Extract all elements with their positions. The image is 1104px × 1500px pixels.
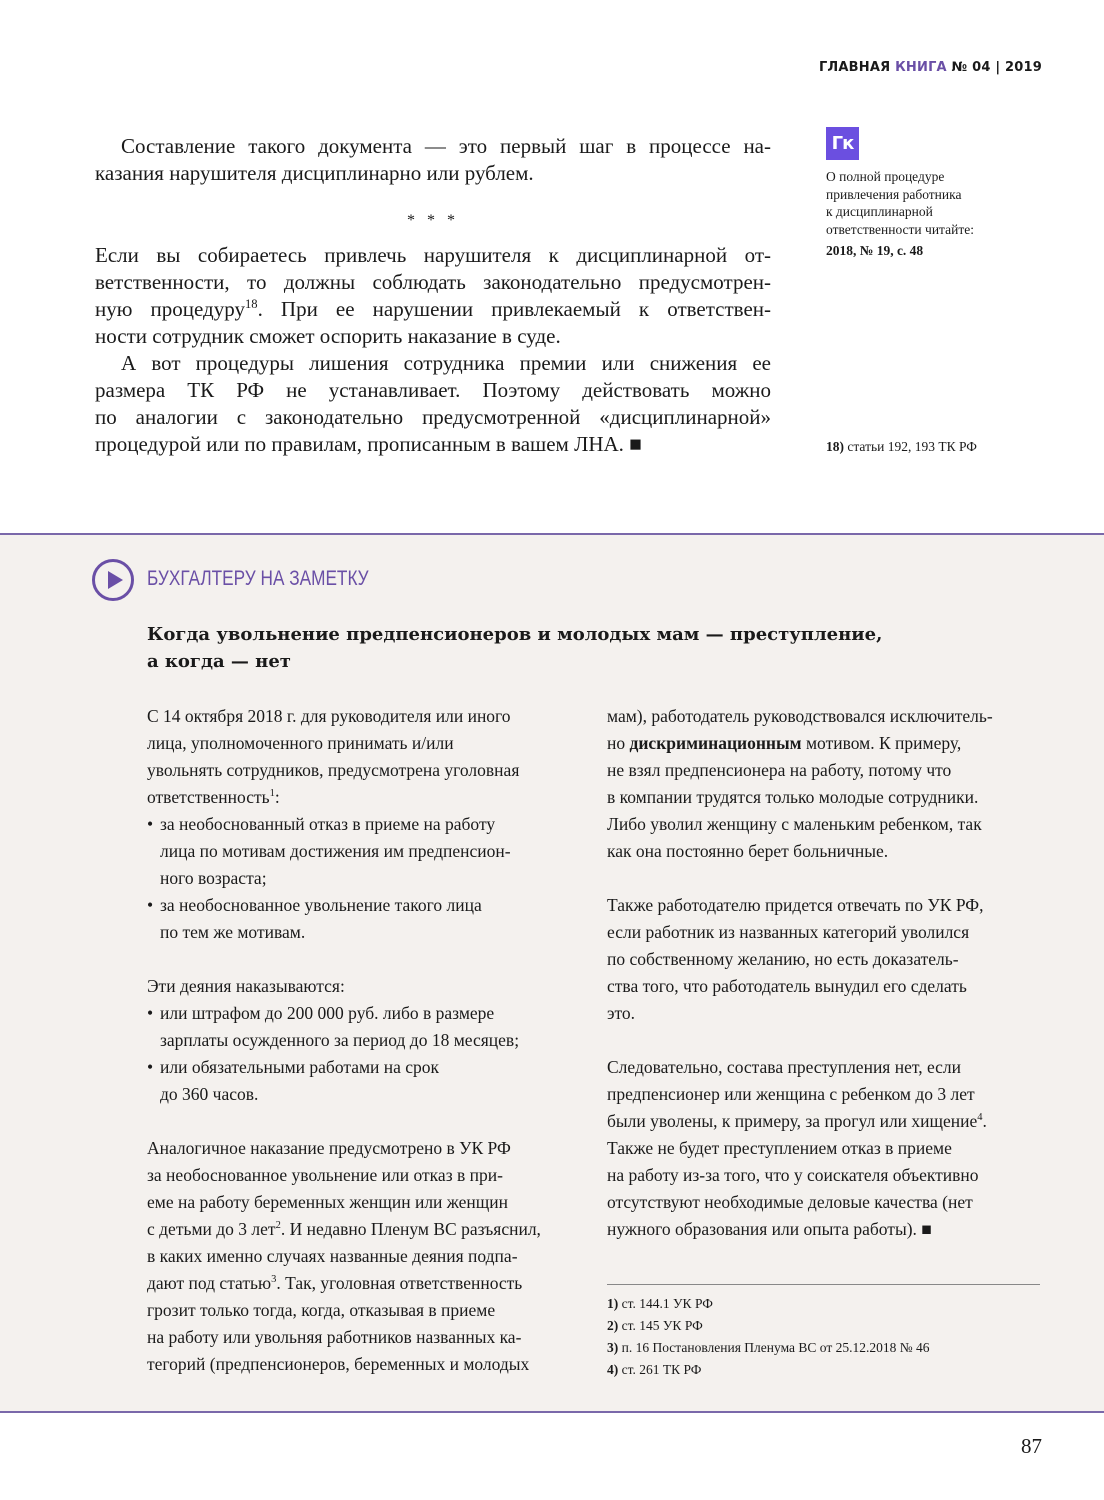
text-segment: : <box>274 787 280 807</box>
text-line <box>95 133 771 160</box>
text-line <box>95 269 771 296</box>
text-line <box>607 1108 1039 1135</box>
paragraph <box>147 973 579 1000</box>
text-line <box>147 865 579 892</box>
text-line <box>147 973 579 1000</box>
text-segment: это. <box>607 1003 636 1023</box>
text-segment: по тем же мотивам. <box>160 922 306 942</box>
text-segment: Составление такого документа — это первый шаг в процессе на- <box>121 134 771 158</box>
text-line <box>147 1081 579 1108</box>
text-line <box>607 892 1039 919</box>
note-line: привлечения работника <box>826 186 962 202</box>
text-line <box>95 350 771 377</box>
footnote-separator <box>607 1284 1040 1285</box>
text-segment: за необоснованное увольнение такого лица <box>160 895 482 915</box>
footnote-ref: 4 <box>977 1112 983 1124</box>
text-line <box>607 1000 1039 1027</box>
text-segment: ную процедуру <box>95 297 245 321</box>
text-segment: лица по мотивам достижения им предпенсион- <box>160 841 511 861</box>
text-line <box>147 1135 579 1162</box>
text-segment: зарплаты осужденного за период до 18 месяцев; <box>160 1030 520 1050</box>
footnote-text: ст. 144.1 УК РФ <box>618 1296 713 1311</box>
text-segment: за необоснованный отказ в приеме на работу <box>160 814 496 834</box>
issue-number: № 04 | 2019 <box>951 60 1042 75</box>
footnote-number: 4) <box>607 1362 619 1377</box>
paragraph-2 <box>95 242 771 350</box>
reference-link[interactable]: 2018, № 19, с. 48 <box>826 243 924 258</box>
text-segment: Также работодателю придется отвечать по УК РФ, <box>607 895 984 915</box>
text-line <box>147 919 579 946</box>
text-segment: на работу или увольняя работников названных ка- <box>147 1327 522 1347</box>
text-segment: ответственность <box>147 787 270 807</box>
bullet-item <box>147 811 579 892</box>
page-number: 87 <box>1021 1434 1042 1458</box>
footnote <box>607 1337 930 1359</box>
brand-name: ГЛАВНАЯ <box>818 60 891 75</box>
title-line: а когда — нет <box>147 651 291 672</box>
text-segment: Также не будет преступлением отказ в приеме <box>607 1138 952 1158</box>
text-segment: Эти деяния наказываются: <box>147 976 345 996</box>
text-line <box>607 730 1039 757</box>
text-line <box>147 1027 579 1054</box>
paragraph-3 <box>95 350 771 458</box>
text-segment: Если вы собираетесь привлечь нарушителя к дисциплинарной от- <box>95 243 771 267</box>
text-segment: . Так, уголовная ответственность <box>276 1273 523 1293</box>
footnote-number: 18) <box>826 439 844 454</box>
box-column-left <box>147 703 579 1378</box>
text-segment: по собственному желанию, но есть доказатель- <box>607 949 959 969</box>
footnote-text: ст. 145 УК РФ <box>618 1318 703 1333</box>
footnote-number: 3) <box>607 1340 619 1355</box>
text-segment: мотивом. К примеру, <box>801 733 962 753</box>
text-segment: дают под статью <box>147 1273 272 1293</box>
text-line <box>607 838 1039 865</box>
text-segment: предпенсионер или женщина с ребенком до 3 лет <box>607 1084 975 1104</box>
text-segment: ности сотрудник сможет оспорить наказание в суде. <box>95 324 561 348</box>
text-line <box>95 242 771 269</box>
text-segment: размера ТК РФ не устанавливает. Поэтому действовать можно <box>95 378 771 402</box>
magazine-logo-icon: Гк <box>826 127 859 160</box>
text-segment: на работу из-за того, что у соискателя объективно <box>607 1165 979 1185</box>
text-segment: в каких именно случаях названные деяния подпа- <box>147 1246 518 1266</box>
text-line <box>95 296 771 323</box>
text-segment: Следовательно, состава преступления нет, если <box>607 1057 962 1077</box>
text-segment: . При ее нарушении привлекаемый к ответствен- <box>257 297 772 321</box>
text-line <box>147 1351 579 1378</box>
text-segment: мам), работодатель руководствовался исключитель- <box>607 706 993 726</box>
section-divider: * * * <box>407 212 459 229</box>
text-line <box>607 1081 1039 1108</box>
paragraph <box>607 1054 1039 1243</box>
text-segment: увольнять сотрудников, предусмотрена уголовная <box>147 760 520 780</box>
bullet-item <box>147 1000 579 1054</box>
text-line <box>147 1243 579 1270</box>
text-line <box>607 973 1039 1000</box>
text-segment: если работник из названных категорий уволился <box>607 922 970 942</box>
text-line <box>147 1270 579 1297</box>
text-line <box>607 1189 1039 1216</box>
bullet-item <box>147 1054 579 1108</box>
text-segment: нужного образования или опыта работы). ■ <box>607 1219 932 1239</box>
text-segment: лица, уполномоченного принимать и/или <box>147 733 454 753</box>
text-line <box>147 892 579 919</box>
paragraph <box>147 703 579 811</box>
rubric-label: БУХГАЛТЕРУ НА ЗАМЕТКУ <box>147 567 369 590</box>
footnote-text: ст. 261 ТК РФ <box>618 1362 702 1377</box>
text-segment: грозит только тогда, когда, отказывая в приеме <box>147 1300 496 1320</box>
text-segment: были уволены, к примеру, за прогул или хищение <box>607 1111 978 1131</box>
text-segment: ного возраста; <box>160 868 267 888</box>
text-line <box>147 1216 579 1243</box>
text-line <box>147 1000 579 1027</box>
paragraph <box>607 892 1039 1027</box>
text-line <box>147 1297 579 1324</box>
text-line <box>607 1162 1039 1189</box>
footnote <box>607 1293 930 1315</box>
text-segment: не взял предпенсионера на работу, потому что <box>607 760 952 780</box>
text-segment: отсутствуют необходимые деловые качества (нет <box>607 1192 973 1212</box>
text-segment: с детьми до 3 лет <box>147 1219 276 1239</box>
note-line: к дисциплинарной <box>826 204 933 219</box>
box-column-right <box>607 703 1039 1243</box>
text-segment: до 360 часов. <box>160 1084 259 1104</box>
text-line <box>607 946 1039 973</box>
footnote <box>607 1315 930 1337</box>
bold-text: дискриминационным <box>629 733 802 753</box>
footnote-number: 1) <box>607 1296 619 1311</box>
brand-name-accent: КНИГА <box>895 60 947 75</box>
text-segment: тегорий (предпенсионеров, беременных и молодых <box>147 1354 530 1374</box>
footnote-text: статьи 192, 193 ТК РФ <box>844 439 977 454</box>
text-segment: А вот процедуры лишения сотрудника премии или снижения ее <box>121 351 771 375</box>
text-line <box>147 1054 579 1081</box>
text-segment: или штрафом до 200 000 руб. либо в размере <box>160 1003 495 1023</box>
text-line <box>607 1216 1039 1243</box>
footnote-ref: 18 <box>244 297 258 311</box>
text-segment: Либо уволил женщину с маленьким ребенком, так <box>607 814 982 834</box>
text-segment: но <box>607 733 630 753</box>
text-segment: еме на работу беременных женщин или женщин <box>147 1192 508 1212</box>
text-segment: за необоснованное увольнение или отказ в при- <box>147 1165 503 1185</box>
title-line: Когда увольнение предпенсионеров и молодых мам — преступление, <box>147 624 883 645</box>
text-line <box>607 919 1039 946</box>
text-line <box>147 811 579 838</box>
box-title <box>147 621 882 675</box>
text-line <box>95 160 771 187</box>
paragraph <box>607 703 1039 865</box>
box-footnotes <box>607 1293 930 1381</box>
footnote-text: п. 16 Постановления Пленума ВС от 25.12.2018 № 46 <box>618 1340 930 1355</box>
footnote-ref: 1 <box>269 788 275 800</box>
text-segment: Аналогичное наказание предусмотрено в УК РФ <box>147 1138 511 1158</box>
footnote-ref: 2 <box>275 1220 281 1232</box>
text-line <box>607 703 1039 730</box>
paragraph-1 <box>95 133 771 187</box>
note-line: ответственности читайте: <box>826 221 974 237</box>
footnote-18 <box>826 438 977 456</box>
text-segment: процедурой или по правилам, прописанным в вашем ЛНА. ■ <box>95 432 642 456</box>
footnote-ref: 3 <box>271 1274 277 1286</box>
footnote-number: 2) <box>607 1318 619 1333</box>
text-segment: ветственности, то должны соблюдать законодательно предусмотрен- <box>95 270 771 294</box>
text-line <box>607 784 1039 811</box>
running-header <box>819 60 1042 75</box>
text-line <box>95 431 771 458</box>
text-line <box>147 1324 579 1351</box>
text-segment: по аналогии с законодательно предусмотренной «дисциплинарной» <box>95 405 771 429</box>
text-line <box>607 1135 1039 1162</box>
text-line <box>607 1054 1039 1081</box>
text-line <box>147 838 579 865</box>
text-line <box>607 757 1039 784</box>
note-line: О полной процедуре <box>826 169 945 184</box>
text-line <box>147 784 579 811</box>
text-line <box>147 730 579 757</box>
text-segment: как она постоянно берет больничные. <box>607 841 889 861</box>
text-line <box>147 1162 579 1189</box>
bullet-item <box>147 892 579 946</box>
text-line <box>95 404 771 431</box>
text-line <box>95 377 771 404</box>
text-line <box>147 1189 579 1216</box>
footnote <box>607 1359 930 1381</box>
text-segment: . <box>982 1111 987 1131</box>
text-segment: С 14 октября 2018 г. для руководителя или иного <box>147 706 511 726</box>
play-circle-icon <box>92 559 134 601</box>
text-line <box>147 757 579 784</box>
text-segment: или обязательными работами на срок <box>160 1057 440 1077</box>
text-segment: в компании трудятся только молодые сотрудники. <box>607 787 979 807</box>
text-segment: . И недавно Пленум ВС разъяснил, <box>280 1219 541 1239</box>
text-line <box>95 323 771 350</box>
paragraph <box>147 1135 579 1378</box>
text-segment: казания нарушителя дисциплинарно или рублем. <box>95 161 534 185</box>
sidebar-note <box>826 168 974 260</box>
text-segment: ства того, что работодатель вынудил его сделать <box>607 976 967 996</box>
text-line <box>607 811 1039 838</box>
text-line <box>147 703 579 730</box>
